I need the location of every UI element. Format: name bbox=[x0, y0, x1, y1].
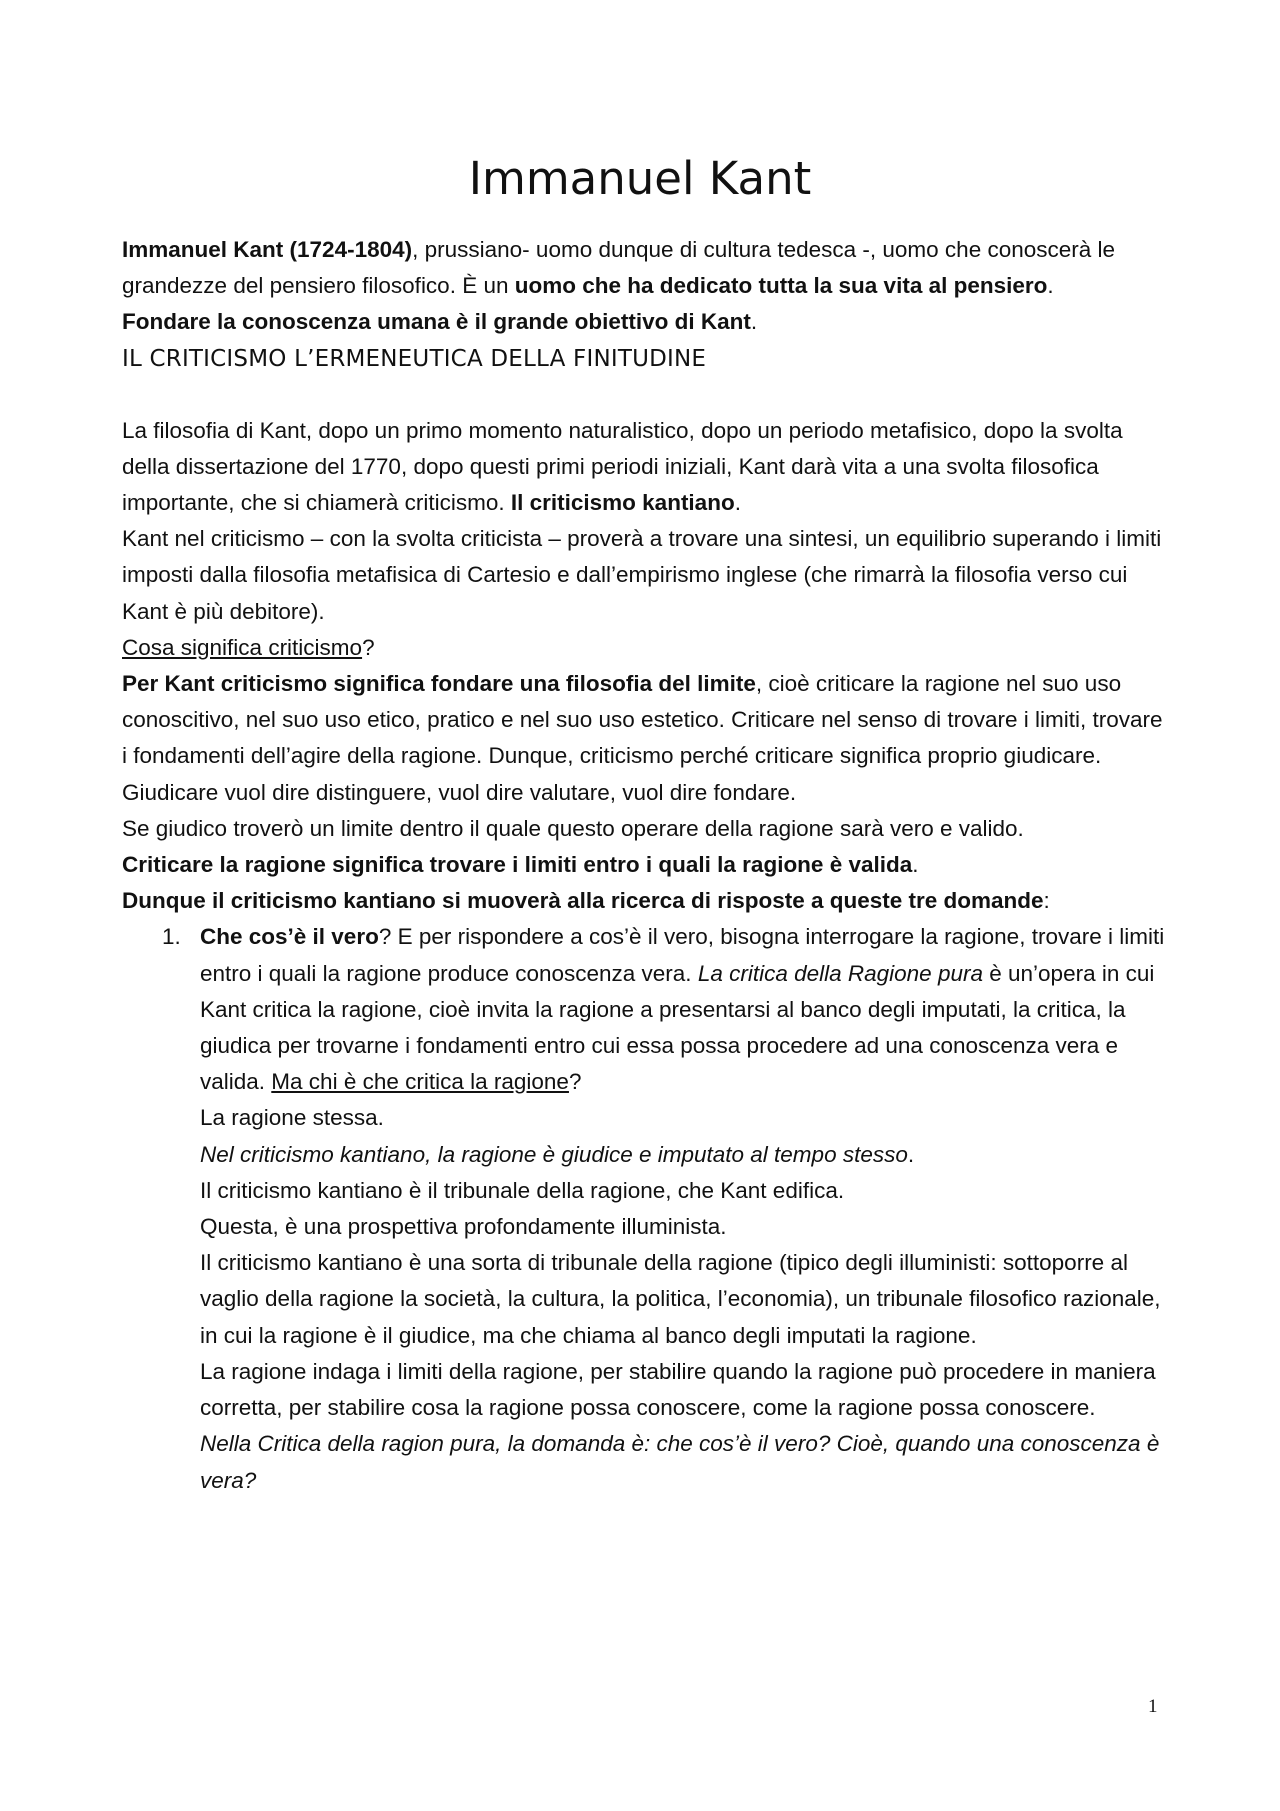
paragraph: Se giudico troverò un limite dentro il quale questo operare della ragione sarà vero e valido. bbox=[122, 815, 1024, 841]
numbered-list bbox=[122, 919, 1167, 1498]
intro-paragraph: Immanuel Kant (1724-1804), prussiano- uomo dunque di cultura tedesca -, uomo che conoscerà le grandezze del pensiero filosofico. È un uomo che ha dedicato tutta la sua vita al pensiero. Fondare la conoscenza umana è il grande obiettivo di Kant. bbox=[122, 237, 1116, 335]
list-item: 1. Che cos’è il vero? E per rispondere a cos’è il vero, bisogna interrogare la ragione, trovare i limiti entro i quali la ragione produce conoscenza vera. La critica della Ragione pura è un’opera in cui Kant critica la ragione, cioè invita la ragione a presentarsi al banco degli imputati, la critica, la giudica per trovarne i fondamenti entro cui essa possa procedere ad una conoscenza vera e valida. Ma chi è che critica la ragione? La ragione stessa. Nel criticismo kantiano, la ragione è giudice e imputato al tempo stesso. Il criticismo kantiano è il tribunale della ragione, che Kant edifica. Questa, è una prospettiva profondamente illuminista. Il criticismo kantiano è una sorta di tribunale della ragione (tipico degli illuministi: sottoporre al vaglio della ragione la società, la cultura, la politica, l’economia), un tribunale filosofico razionale, in cui la ragione è il giudice, ma che chiama al banco degli imputati la ragione. La ragione indaga i limiti della ragione, per stabilire quando la ragione può procedere in maniera corretta, per stabilire cosa la ragione possa conoscere, come la ragione possa conoscere. Nella Critica della ragion pura, la domanda è: che cos’è il vero? Cioè, quando una conoscenza è vera? bbox=[122, 919, 1167, 1498]
paragraph: Giudicare vuol dire distinguere, vuol dire valutare, vuol dire fondare. bbox=[122, 779, 797, 805]
document-body bbox=[122, 232, 1167, 1499]
paragraph: Per Kant criticismo significa fondare una filosofia del limite, cioè criticare la ragione nel suo uso conoscitivo, nel suo uso etico, pratico e nel suo uso estetico. Criticare nel senso di trovare i limiti, trovare i fondamenti dell’agire della ragione. Dunque, criticismo perché criticare significa proprio giudicare. bbox=[122, 671, 1163, 769]
list-number: 1. bbox=[162, 924, 181, 950]
paragraph: Kant nel criticismo – con la svolta criticista – proverà a trovare una sintesi, un equilibrio superando i limiti imposti dalla filosofia metafisica di Cartesio e dall’empirismo inglese (che rimarrà la filosofia verso cui Kant è più debitore). bbox=[122, 526, 1162, 624]
intro-bold-name: Immanuel Kant (1724-1804) bbox=[122, 237, 413, 262]
paragraph: La filosofia di Kant, dopo un primo momento naturalistico, dopo un periodo metafisico, dopo la svolta della dissertazione del 1770, dopo questi primi periodi iniziali, Kant darà vita a una svolta filosofica importante, che si chiamerà criticismo. Il criticismo kantiano. bbox=[122, 417, 1123, 516]
paragraph: Cosa significa criticismo? bbox=[122, 634, 375, 660]
page-number: 1 bbox=[1148, 1696, 1158, 1717]
page-title: Immanuel Kant bbox=[468, 152, 812, 205]
section-heading: IL CRITICISMO L’ERMENEUTICA DELLA FINITUDINE bbox=[122, 345, 707, 372]
spacer bbox=[122, 377, 1167, 413]
paragraph: Dunque il criticismo kantiano si muoverà alla ricerca di risposte a queste tre domande: bbox=[122, 888, 1050, 914]
paragraph: Criticare la ragione significa trovare i limiti entro i quali la ragione è valida. bbox=[122, 852, 919, 878]
